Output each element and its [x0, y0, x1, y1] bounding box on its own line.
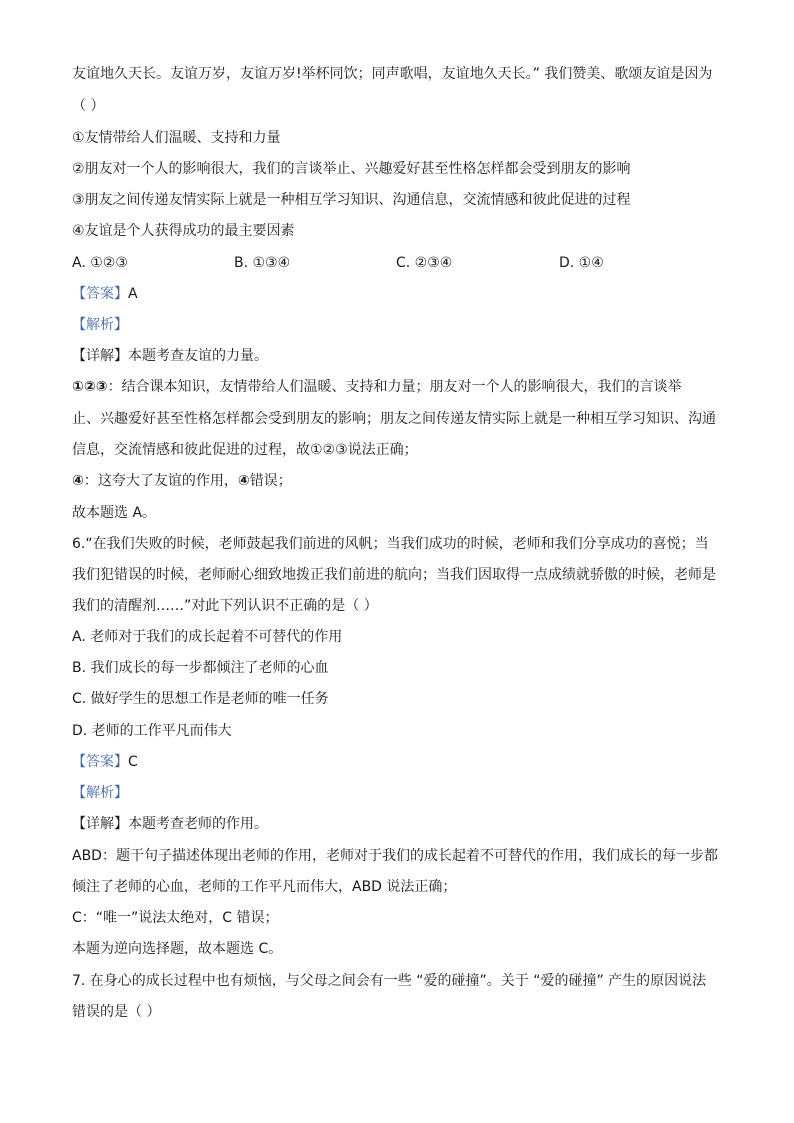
q5-answer — [72, 284, 138, 304]
q6-conclusion: 本题为逆向选择题，故本题选 C。 — [72, 941, 283, 957]
answer-value: A — [128, 286, 138, 302]
q6-analysis-tag — [72, 783, 128, 803]
q6-answer — [72, 752, 138, 772]
q6-detail-line1: ABD：题干句子描述体现出老师的作用，老师对于我们的成长起着不可替代的作用，我们成长的每一步都 — [72, 848, 718, 864]
q5-detail-p1-line3: 信息，交流情感和彼此促进的过程，故①②③说法正确； — [72, 442, 418, 458]
q5-option-b: B. ①③④ — [234, 255, 291, 271]
detail-marker: ④ — [72, 473, 84, 489]
q6-option-b: B. 我们成长的每一步都倾注了老师的心血 — [72, 660, 329, 676]
q5-detail-p1-line2: 止、兴趣爱好甚至性格怎样都会受到朋友的影响；朋友之间传递友情实际上就是一种相互学习知识、沟通 — [72, 411, 716, 427]
q6-detail-line3: C：“唯一”说法太绝对，C 错误； — [72, 910, 279, 926]
q6-detail-intro — [72, 814, 268, 834]
detail-tag: 【详解】 — [72, 816, 128, 832]
q5-stem-line1: 友谊地久天长。友谊万岁，友谊万岁!举杯同饮；同声歌唱，友谊地久天长。” 我们赞美、歌颂友谊是因为 — [72, 66, 713, 82]
answer-value: C — [128, 754, 138, 770]
q5-item-2: ②朋友对一个人的影响很大，我们的言谈举止、兴趣爱好甚至性格怎样都会受到朋友的影响 — [72, 161, 631, 177]
q5-item-4: ④友谊是个人获得成功的最主要因素 — [72, 223, 295, 239]
q6-option-d: D. 老师的工作平凡而伟大 — [72, 723, 232, 739]
q5-detail-p2 — [72, 471, 292, 491]
detail-text: ：结合课本知识，友情带给人们温暖、支持和力量；朋友对一个人的影响很大，我们的言谈举 — [107, 379, 682, 395]
detail-text: 错误； — [249, 473, 292, 489]
q5-analysis-tag — [72, 315, 128, 335]
detail-intro-text: 本题考查友谊的力量。 — [128, 348, 268, 364]
detail-marker: ①②③ — [72, 379, 108, 395]
analysis-tag: 【解析】 — [72, 317, 128, 333]
analysis-tag: 【解析】 — [72, 785, 128, 801]
q6-stem-line3: 我们的清醒剂……”对此下列认识不正确的是（ ） — [72, 598, 378, 614]
q7-stem-line2: 错误的是（ ） — [72, 1004, 161, 1020]
detail-tag: 【详解】 — [72, 348, 128, 364]
q6-option-c: C. 做好学生的思想工作是老师的唯一任务 — [72, 691, 329, 707]
q5-detail-intro — [72, 346, 268, 366]
q5-stem-line2: （ ） — [72, 98, 105, 114]
detail-intro-text: 本题考查老师的作用。 — [128, 816, 268, 832]
detail-text: ：这夸大了友谊的作用， — [83, 473, 238, 489]
detail-marker: ④ — [237, 473, 250, 489]
q6-detail-line2: 倾注了老师的心血，老师的工作平凡而伟大，ABD 说法正确； — [72, 879, 457, 895]
q5-detail-p1-line1 — [72, 377, 682, 397]
q5-item-1: ①友情带给人们温暖、支持和力量 — [72, 130, 281, 146]
q6-stem-line2: 我们犯错误的时候，老师耐心细致地拨正我们前进的航向；当我们因取得一点成绩就骄傲的时候，老师是 — [72, 567, 716, 583]
answer-tag: 【答案】 — [72, 286, 128, 302]
q5-option-c: C. ②③④ — [396, 255, 453, 271]
q7-stem-line1: 7. 在身心的成长过程中也有烦恼，与父母之间会有一些 “爱的碰撞”。关于 “爱的碰撞” 产生的原因说法 — [72, 973, 707, 989]
q6-option-a: A. 老师对于我们的成长起着不可替代的作用 — [72, 629, 343, 645]
q6-stem-line1: 6.“在我们失败的时候，老师鼓起我们前进的风帆；当我们成功的时候，老师和我们分享成功的喜悦；当 — [72, 536, 709, 552]
q5-item-3: ③朋友之间传递友情实际上就是一种相互学习知识、沟通信息，交流情感和彼此促进的过程 — [72, 192, 631, 208]
q5-option-d: D. ①④ — [559, 255, 604, 271]
q5-option-a: A. ①②③ — [72, 255, 128, 271]
answer-tag: 【答案】 — [72, 754, 128, 770]
q5-conclusion: 故本题选 A。 — [72, 505, 157, 521]
